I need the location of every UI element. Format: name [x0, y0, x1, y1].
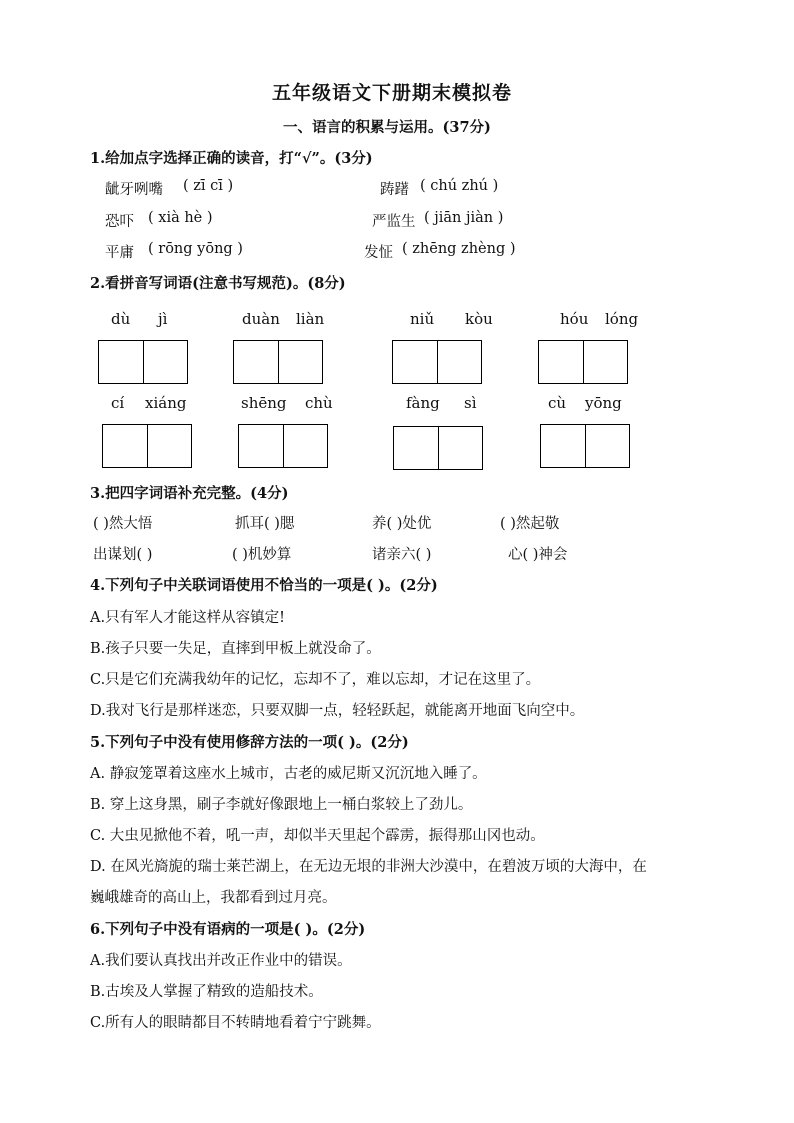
question-5-heading: 5.下列句子中没有使用修辞方法的一项( )。(2分) — [90, 734, 409, 751]
q1-item-word: 踌躇 — [380, 182, 409, 198]
option-b: B.孩子只要一失足，直摔到甲板上就没命了。 — [90, 641, 381, 657]
section-heading: 一、语言的积累与运用。(37分) — [283, 119, 491, 136]
option-d: D.我对飞行是那样迷恋，只要双脚一点，轻轻跃起，就能离开地面飞向空中。 — [90, 703, 585, 719]
q1-item-word: 恐吓 — [105, 214, 134, 230]
question-2-heading: 2.看拼音写词语(注意书写规范)。(8分) — [90, 275, 346, 292]
page-title: 五年级语文下册期末模拟卷 — [272, 82, 513, 104]
option-d: D. 在风光旖旎的瑞士莱芒湖上，在无边无垠的非洲大沙漠中，在碧波万顷的大海中，在 — [90, 859, 647, 875]
option-a: A.只有军人才能这样从容镇定! — [90, 610, 285, 626]
q1-item-options: ( jiān jiàn ) — [424, 210, 504, 226]
question-6-heading: 6.下列句子中没有语病的一项是( )。(2分) — [90, 921, 366, 938]
option-a: A.我们要认真找出并改正作业中的错误。 — [90, 953, 352, 969]
idiom-blank[interactable]: ( )然大悟 — [93, 516, 153, 532]
answer-box[interactable] — [238, 424, 328, 468]
option-a: A. 静寂笼罩着这座水上城市，古老的威尼斯又沉沉地入睡了。 — [90, 766, 487, 782]
pinyin-syllable: kòu — [465, 310, 493, 328]
answer-box[interactable] — [98, 340, 188, 384]
answer-box[interactable] — [393, 426, 483, 470]
pinyin-syllable: niǔ — [410, 310, 435, 328]
q1-item-options: ( xià hè ) — [148, 210, 213, 226]
q1-item-word: 发怔 — [364, 245, 393, 261]
question-1-heading: 1.给加点字选择正确的读音，打“√”。(3分) — [90, 150, 373, 167]
idiom-blank[interactable]: 抓耳( )腮 — [235, 516, 295, 532]
pinyin-syllable: jì — [158, 310, 168, 328]
answer-box[interactable] — [392, 340, 482, 384]
idiom-blank[interactable]: 养( )处优 — [372, 516, 432, 532]
idiom-blank[interactable]: ( )机妙算 — [232, 547, 292, 563]
option-c: C. 大虫见掀他不着，吼一声，却似半天里起个霹雳，振得那山冈也动。 — [90, 828, 545, 844]
q1-item-options: ( zhēng zhèng ) — [402, 241, 516, 257]
q1-item-word: 龇牙咧嘴 — [105, 182, 163, 198]
answer-box[interactable] — [233, 340, 323, 384]
q1-item-options: ( chú zhú ) — [420, 178, 499, 194]
pinyin-syllable: yōng — [585, 394, 622, 412]
pinyin-syllable: liàn — [296, 310, 325, 328]
answer-box[interactable] — [538, 340, 628, 384]
pinyin-syllable: chù — [305, 394, 333, 412]
question-3-heading: 3.把四字词语补充完整。(4分) — [90, 485, 289, 502]
pinyin-syllable: cù — [548, 394, 567, 412]
answer-box[interactable] — [540, 424, 630, 468]
idiom-blank[interactable]: 出谋划( ) — [93, 547, 153, 563]
option-b: B.古埃及人掌握了精致的造船技术。 — [90, 984, 323, 1000]
q1-item-options: ( rōng yōng ) — [148, 241, 243, 257]
pinyin-syllable: xiáng — [145, 394, 187, 412]
pinyin-syllable: lóng — [605, 310, 639, 328]
pinyin-syllable: duàn — [242, 310, 280, 328]
answer-box[interactable] — [102, 424, 192, 468]
q1-item-word: 平庸 — [105, 245, 134, 261]
option-c: C.所有人的眼睛都目不转睛地看着宁宁跳舞。 — [90, 1015, 381, 1031]
q1-item-word: 严监生 — [372, 214, 416, 230]
q1-item-options: ( zī cī ) — [183, 178, 234, 194]
option-c: C.只是它们充满我幼年的记忆，忘却不了，难以忘却，才记在这里了。 — [90, 672, 541, 688]
pinyin-syllable: cí — [111, 394, 125, 412]
option-d-continued: 巍峨雄奇的高山上，我都看到过月亮。 — [90, 890, 337, 906]
pinyin-syllable: shēng — [241, 394, 287, 412]
idiom-blank[interactable]: 心( )神会 — [508, 547, 568, 563]
option-b: B. 穿上这身黑，刷子李就好像跟地上一桶白浆较上了劲儿。 — [90, 797, 473, 813]
idiom-blank[interactable]: ( )然起敬 — [500, 516, 560, 532]
pinyin-syllable: fàng — [406, 394, 440, 412]
pinyin-syllable: dù — [111, 310, 131, 328]
question-4-heading: 4.下列句子中关联词语使用不恰当的一项是( )。(2分) — [90, 577, 438, 594]
idiom-blank[interactable]: 诸亲六( ) — [372, 547, 432, 563]
pinyin-syllable: sì — [464, 394, 477, 412]
pinyin-syllable: hóu — [560, 310, 589, 328]
